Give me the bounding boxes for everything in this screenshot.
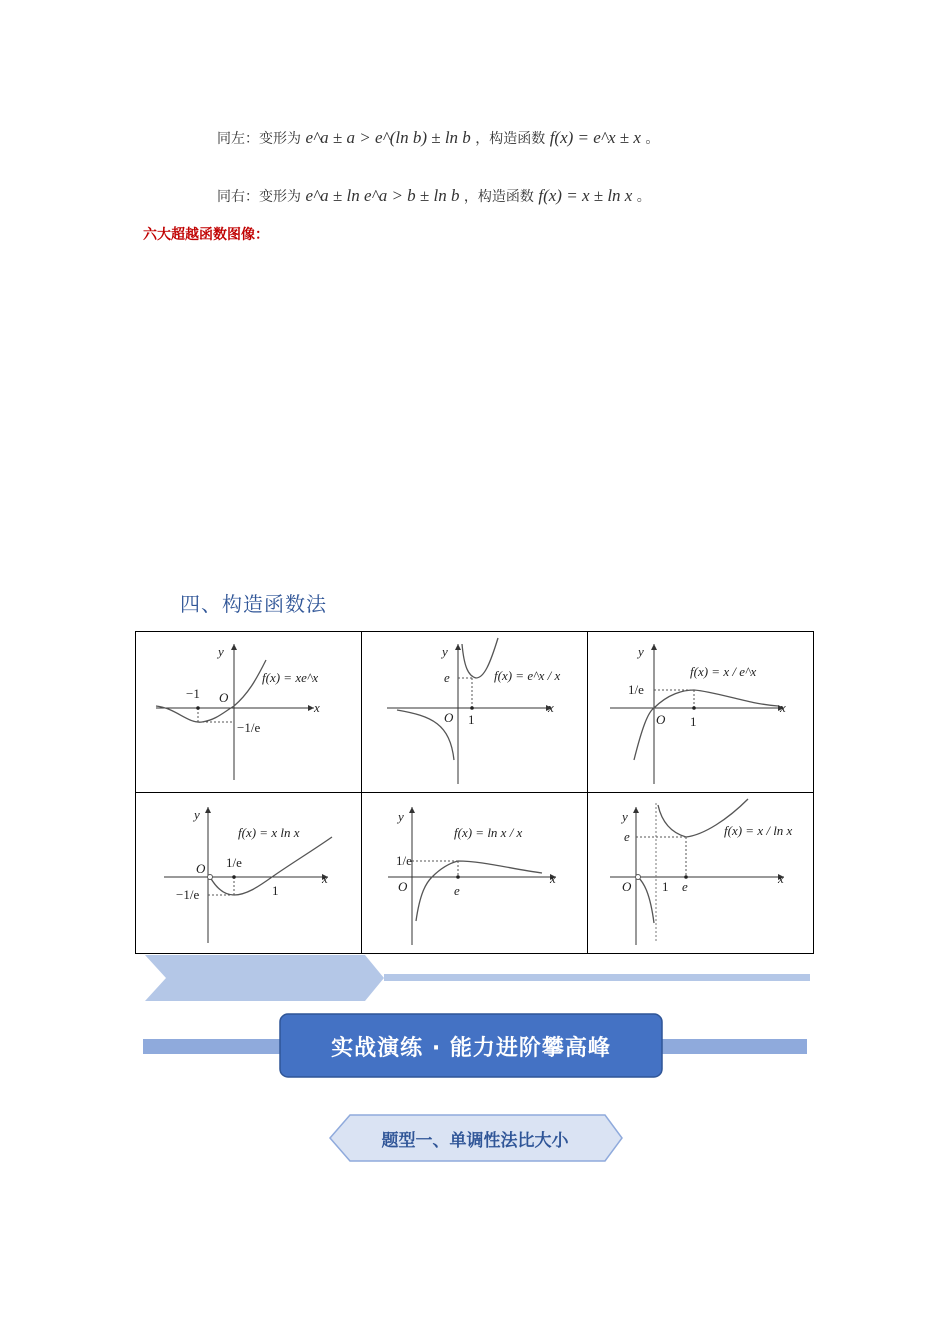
line-left-suffix: 。 xyxy=(645,131,660,147)
graph-ex-over-x xyxy=(362,632,587,792)
graph-cell-xex xyxy=(136,632,362,793)
lnxx-origin-label: O xyxy=(398,879,408,894)
xex2-func-label: f(x) = x / e^x xyxy=(690,664,757,679)
xlnx2-func-label: f(x) = x / ln x xyxy=(724,823,793,838)
line-right-suffix: 。 xyxy=(636,189,651,205)
xlnx2-x-label: x xyxy=(778,871,784,886)
line-left-func: f(x) = e^x ± x xyxy=(549,128,641,147)
xlnx-x-label: x xyxy=(322,871,328,886)
exx-tick-1: 1 xyxy=(468,712,475,727)
xlnx2-y-label: y xyxy=(622,809,628,824)
lnxx-y-label: y xyxy=(398,809,404,824)
lnxx-func-label: f(x) = ln x / x xyxy=(454,825,523,840)
question-type-tag: 题型一、单调性法比大小 xyxy=(381,1130,569,1151)
graph-xlnx xyxy=(136,793,361,953)
xex-min-label: −1/e xyxy=(237,720,261,735)
xex-tick-neg1: −1 xyxy=(186,686,200,701)
exx-y-label: y xyxy=(442,644,448,659)
xex-origin-label: O xyxy=(219,690,229,705)
line-left-formula: e^a ± a > e^(ln b) ± ln b xyxy=(305,128,471,147)
graph-cell-x-over-lnx xyxy=(588,793,814,954)
xlnx2-tick-e: e xyxy=(682,879,688,894)
practice-banner-title: 实战演练 · 能力进阶攀高峰 xyxy=(331,1035,611,1061)
transform-line-right xyxy=(217,186,651,206)
lnxx-x-label: x xyxy=(550,871,556,886)
xex2-y-label: y xyxy=(638,644,644,659)
xex2-max-y-label: 1/e xyxy=(628,682,644,697)
graph-x-over-lnx xyxy=(588,793,813,953)
xlnx2-tick-1: 1 xyxy=(662,879,669,894)
graph-cell-ex-over-x xyxy=(362,632,588,793)
lnxx-max-y-label: 1/e xyxy=(396,853,412,868)
exx-func-label: f(x) = e^x / x xyxy=(494,668,561,683)
exx-x-label: x xyxy=(548,700,554,715)
xex-func-label: f(x) = xe^x xyxy=(262,670,319,685)
line-right-prefix: 同右：变形为 xyxy=(217,189,301,205)
transform-line-left xyxy=(217,128,659,148)
transcendental-graphs-heading: 六大超越函数图像： xyxy=(143,227,269,243)
graph-cell-x-over-ex xyxy=(588,632,814,793)
xlnx-tick-1: 1 xyxy=(272,883,279,898)
exx-origin-label: O xyxy=(444,710,454,725)
xex-y-label: y xyxy=(218,644,224,659)
xlnx-origin-label: O xyxy=(196,861,206,876)
function-graph-table xyxy=(135,631,814,954)
line-right-mid: ，构造函数 xyxy=(463,189,534,205)
xlnx-func-label: f(x) = x ln x xyxy=(238,825,300,840)
xlnx2-min-y-label: e xyxy=(624,829,630,844)
exx-min-y-label: e xyxy=(444,670,450,685)
graph-x-over-ex xyxy=(588,632,813,792)
line-left-mid: ，构造函数 xyxy=(475,131,546,147)
line-right-formula: e^a ± ln e^a > b ± ln b xyxy=(305,186,460,205)
xlnx-tick-1e: 1/e xyxy=(226,855,242,870)
xex-x-label: x xyxy=(314,700,320,715)
xlnx-y-label: y xyxy=(194,807,200,822)
xlnx2-origin-label: O xyxy=(622,879,632,894)
graph-lnx-over-x xyxy=(362,793,587,953)
section-title: 四、构造函数法 xyxy=(180,592,327,616)
xlnx-min-label: −1/e xyxy=(176,887,200,902)
graph-xex xyxy=(136,632,361,792)
graph-cell-xlnx xyxy=(136,793,362,954)
xex2-x-label: x xyxy=(780,700,786,715)
lnxx-tick-e: e xyxy=(454,883,460,898)
line-left-prefix: 同左：变形为 xyxy=(217,131,301,147)
decorative-arrow-stripe xyxy=(0,950,950,1010)
graph-cell-lnx-over-x xyxy=(362,793,588,954)
xex2-origin-label: O xyxy=(656,712,666,727)
xex2-tick-1: 1 xyxy=(690,714,697,729)
line-right-func: f(x) = x ± ln x xyxy=(538,186,633,205)
